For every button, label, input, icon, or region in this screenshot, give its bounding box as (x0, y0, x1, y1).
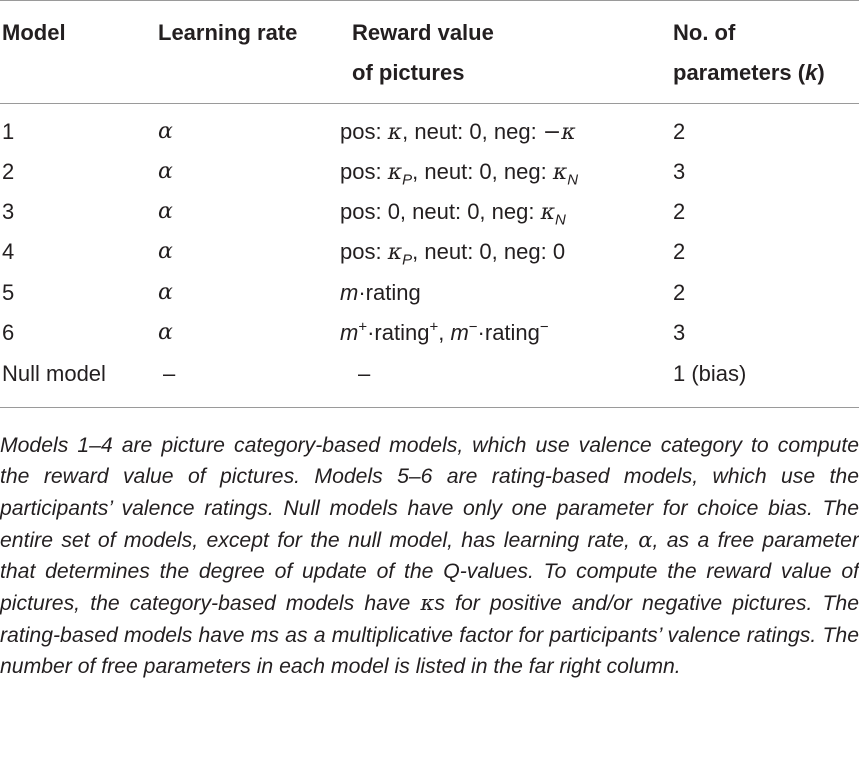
row-5-model: 5 (2, 280, 15, 305)
row-2-model: 2 (2, 159, 15, 184)
row-6-params: 3 (673, 320, 686, 345)
row-3-reward: pos: 0, neut: 0, neg: $\kappa_N$ (340, 199, 566, 229)
row-2-params: 3 (673, 159, 686, 184)
row-4-reward: pos: $\kappa_P$, neut: 0, neg: 0 (340, 239, 566, 269)
row-3-params: 2 (673, 199, 686, 224)
row-6-model: 6 (2, 320, 15, 345)
header-params-line1: No. of (673, 20, 736, 45)
row-4-params: 2 (673, 239, 686, 264)
row-2-reward: pos: $\kappa_P$, neut: 0, neg: $\kappa_N$ (340, 159, 579, 189)
bottom-rule (0, 407, 859, 408)
row-null-params: 1 (bias) (673, 361, 747, 386)
row-4-model: 4 (2, 239, 15, 264)
header-learning-rate: Learning rate (158, 20, 298, 45)
header-params-line2: parameters (k) (673, 60, 825, 85)
row-null-model: Null model (2, 361, 106, 386)
table-caption: Models 1–4 are picture category-based models, which use valence category to compute the reward value of pictures. Models 5–6 are rating-based models, which use the participants’ valence ratings. Null models have only one parameter for choice bias. The entire set of models, except for the null model, has learning rate, α, as a free parameter that determines the degree of update of the Q-values. To compute the reward value of pictures, the category-based models have κs for positive and/or negative pictures. The rating-based models have ms as a multiplicative factor for participants’ valence ratings. The number of free parameters in each model is listed in the far right column. (0, 434, 859, 679)
row-3-learning-rate: α (158, 199, 173, 224)
header-model: Model (2, 20, 66, 45)
header-reward-line1: Reward value (352, 20, 494, 45)
row-5-params: 2 (673, 280, 686, 305)
row-null-learning-rate: – (163, 361, 176, 386)
row-1-params: 2 (673, 119, 686, 144)
row-null-reward: – (358, 361, 371, 386)
header-rule (0, 103, 859, 104)
row-3-model: 3 (2, 199, 15, 224)
row-6-learning-rate: α (158, 320, 173, 345)
row-2-learning-rate: α (158, 159, 173, 184)
row-4-learning-rate: α (158, 239, 173, 264)
row-5-learning-rate: α (158, 280, 173, 305)
row-1-learning-rate: α (158, 119, 173, 144)
row-5-reward: m·rating (340, 280, 421, 305)
row-6-reward: m+·rating+, m−·rating− (340, 318, 549, 345)
row-1-reward: pos: κ, neut: 0, neg: −κ (340, 119, 576, 145)
row-1-model: 1 (2, 119, 15, 144)
header-reward-line2: of pictures (352, 60, 465, 85)
top-rule (0, 0, 859, 1)
